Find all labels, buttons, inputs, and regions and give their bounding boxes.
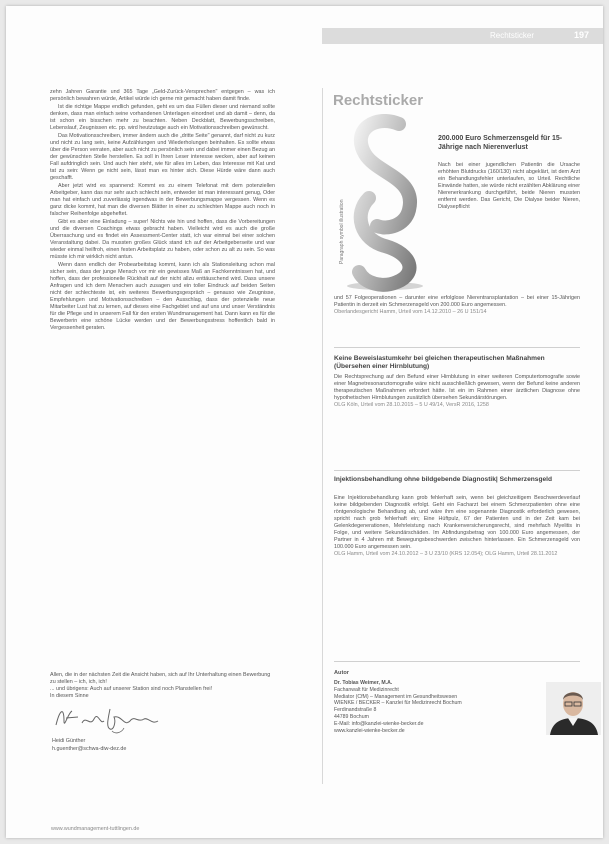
article-body-text: Die Rechtsprechung auf den Befund einer Hirnblutung in einer weiteren Computertomografie sowie einer Magnetresonanztomografie wäre nicht ausschließlich gewesen, wenn der Befund keine anderen therapeutischen Maßnahmen erfordert hätte. Ist ein im Rahmen einer ärztlichen Diagnose ohne hypothetischen Hirnblutungen zusätzlich übersehen Sekundärstörungen.	[334, 374, 580, 401]
section-title: Rechtsticker	[333, 92, 424, 109]
paragraph: Wenn dann endlich der Probearbeitstag kommt, kann ich als Stationsleitung schon mal sicher sein, dass der junge Mensch vor mir ein gewisses Maß an Fachkenntnissen hat, und hoffen, dass der professionelle Rückhalt auf der nicht allzu enttäuschend wird. Dass unsere Anfragen und ich dem Menschen auch zusagen und ein toller Eindruck auf beiden Seiten nicht der schlechteste ist, ein weiteres Bewerbungsgespräch – genauso wie Zeugnisse, Empfehlungen und Motivationsschreiben – den Ausschlag, dass der potenzielle neue Mitarbeiter Lust hat zu lernen, auf dieses eine Fachgebiet und auf uns und unser Verständnis für die Pflege und in unserem Fall für den ersten Wundmanagement hat. Dann kann es für die Bewerberin eine schöne Lücke werden und der Bewerbungsstress hoffentlich bald in Vergessenheit geraten.	[50, 262, 275, 331]
paragraph: Ist die richtige Mappe endlich gefunden, geht es um das Füllen dieser und niemand sollte denken, dass man einfach seine vorhandenen Unterlagen einordnet und ab damit – denn, da ist schon ein bisschen mehr zu beachten. Neben Deckblatt, Bewerbungsschreiben, Lebenslauf, Zeugnissen etc. pp. wird heutzutage auch ein Motivationsschreiben gewünscht.	[50, 104, 275, 131]
closing-phrase: In diesem Sinne	[50, 693, 89, 699]
article-title: 200.000 Euro Schmerzensgeld für 15-Jährige nach Nierenverlust	[438, 135, 563, 151]
paragraph: ... und übrigens: Auch auf unserer Station sind noch Planstellen frei!	[50, 686, 213, 692]
article-body: Nach bei einer jugendlichen Patientin die Ursache erhöhten Blutdrucks (160/130) nicht abgeklärt, ist dem Arzt ein Behandlungsfehler unterlaufen, so Urteil. Rechtliche Einwände hatten, sie würde nicht erzählten Abklärung einer Nierenerkrankung durchgeführt, beide Nieren mussten entfernt werden. Das Gericht, Die Dialyse beider Nieren, Dialysepflicht	[438, 162, 580, 210]
author-separator	[334, 661, 580, 662]
header-bar	[322, 28, 603, 44]
article-source: Oberlandesgericht Hamm, Urteil vom 14.12.2010 – 26 U 151/14	[334, 309, 487, 315]
article-body	[334, 374, 580, 409]
handwritten-signature	[52, 701, 182, 735]
paragraph: Das Motivationsschreiben, immer ändern auch die „dritte Seite" genannt, darf nicht zu kurz und nicht zu lang sein, keine Aufzählungen und Wiederholungen beinhalten. Es sollte etwas über die Person verraten, aber auch nicht zu persönlich sein und dabei immer einen Bezug an der gewünschten Stelle herstellen. Es soll in Ihren Leser interesse wecken, aber auf keinen Fall aufdringlich sein. Und auch hier steht, wie für alles im Leben, das Interesse mit Kat und tat zu sein: Wenn ge nicht sein, lässt man es hinter sich. Diese Hürde wäre dann auch geschafft.	[50, 133, 275, 181]
author-line: Ferdinandstraße 8	[334, 707, 377, 714]
author-heading: Autor	[334, 670, 349, 676]
paragraph-symbol-image	[335, 114, 433, 292]
article-source: OLG Hamm, Urteil vom 24.10.2012 – 3 U 23/10 (KRS 12.054); OLG Hamm, Urteil 28.11.2012	[334, 551, 558, 557]
author-full-name: Dr. Tobias Weimer, M.A.	[334, 680, 393, 686]
paragraph: zehn Jahren Garantie und 365 Tage „Geld-Zurück-Versprechen" entgegen – was ich persönlich bewahren würde, Artikel würde ich gerne mir gemacht haben damit finde.	[50, 89, 275, 102]
paragraph: Gibt es aber eine Einladung – super! Nichts wie hin und hoffen, dass die Vorbereitungen und die diversen Coachings etwas gebracht haben. Vielleicht wird es auch die große Überraschung und es findet ein Assessment-Center statt, ich war einmal bei einer solchen Veranstaltung dabei. Da mussten großes Glück stand ich auf der Arbeitgeberseite und war wieder einmal heilfroh, einen festen Arbeitsplatz zu haben, oder schon zu alt zu sein. So was müsste ich mir wirklich nicht antun.	[50, 219, 275, 260]
paragraph: Aber jetzt wird es spannend: Kommt es zu einem Telefonat mit dem potenziellen Arbeitgeber, kann das nur sehr auch schlecht sein, entweder ist man interessant genug, Oder man hat einfach und zuverlässig irgendwas in der Bewerbungsmappe vergessen. Wenn es ganz dicke kommt, hat man die diversen Blätter in einer zu schlechten Mappe auch noch in falscher Reihenfolge abgeheftet.	[50, 183, 275, 217]
page-scan	[6, 6, 603, 838]
author-name: Heidi Günther	[52, 738, 86, 744]
author-info	[334, 680, 534, 734]
article-separator	[334, 347, 580, 348]
closing-block	[50, 672, 275, 700]
article-source: OLG Köln, Urteil vom 28.10.2015 – 5 U 49/14, VersR 2016, 1258	[334, 402, 489, 408]
article-title: Keine Beweislastumkehr bei gleichen therapeutischen Maßnahmen (Übersehen einer Hirnblutung)	[334, 355, 545, 370]
author-line: Mediator (CfM) – Management im Gesundheitswesen	[334, 693, 458, 700]
author-line: www.kanzlei-wienke-becker.de	[334, 727, 405, 734]
author-line: 44789 Bochum	[334, 713, 369, 720]
article-body-continuation	[334, 295, 580, 316]
article-body-text: Eine Injektionsbehandlung kann grob fehlerhaft sein, wenn bei gleichzeitigem Beschwerdeverlauf keine bildgebenden Diagnostik erfolgt. Geht ein Facharzt bei einem Schmerzpatienten ohne eine röntgenologische Behandlung ab, und wäre ihm eine sogenannte Diagnostik erforderlich gewesen, spricht nach grob fehlerhaft ein; Eine Hüftpulz, 67 der Patienten und in der Zeit kam bei Gelenkdegenerationen, Mehrleistung nach Krankenversicherungsrecht, sind mehrfach Myelitis in Folge, und weitere Sekundärschäden. Im Abfindungsbetrag von 100.000 Euro angemessen, der Partner in 4 Jahren mit Bewegungsbeschwerden zwischen hinterlassen. Ein Schmerzensgeld von 100.000 Euro angemessen sein.	[334, 495, 580, 550]
author-line: E-Mail: info@kanzlei-wienke-becker.de	[334, 720, 424, 727]
article-title: Injektionsbehandlung ohne bildgebende Diagnostik| Schmerzensgeld	[334, 476, 552, 483]
page-number: 197	[574, 30, 590, 40]
article-body	[334, 495, 580, 558]
author-line: WIENKE / BECKER – Kanzlei für Medizinrecht Bochum	[334, 700, 462, 707]
column-divider	[322, 88, 323, 784]
article-separator	[334, 470, 580, 471]
image-credit-text: Paragraph symbol illustration	[339, 199, 345, 264]
footer-url: www.wundmanagement-tuttlingen.de	[51, 826, 140, 832]
left-column-text	[50, 89, 275, 333]
author-email: h.guenther@schwa-diw-dez.de	[52, 746, 127, 752]
person-photo-icon	[546, 682, 601, 735]
author-line: Fachanwalt für Medizinrecht	[334, 686, 399, 693]
header-section-label: Rechtsticker	[490, 31, 535, 40]
paragraph: Allen, die in der nächsten Zeit die Ansicht haben, sich auf Ihr Unterhaltung einen Bewerbung zu stellen – ich, ich, ich!	[50, 672, 271, 685]
author-photo	[546, 682, 601, 735]
article-continuation-text: und 57 Folgeoperationen – darunter eine erfolglose Nierentransplantation – bei einer 15-Jährigen Patientin in derzeit ein Schmerzensgeld von 200.000 Euro angemessen.	[334, 295, 580, 308]
